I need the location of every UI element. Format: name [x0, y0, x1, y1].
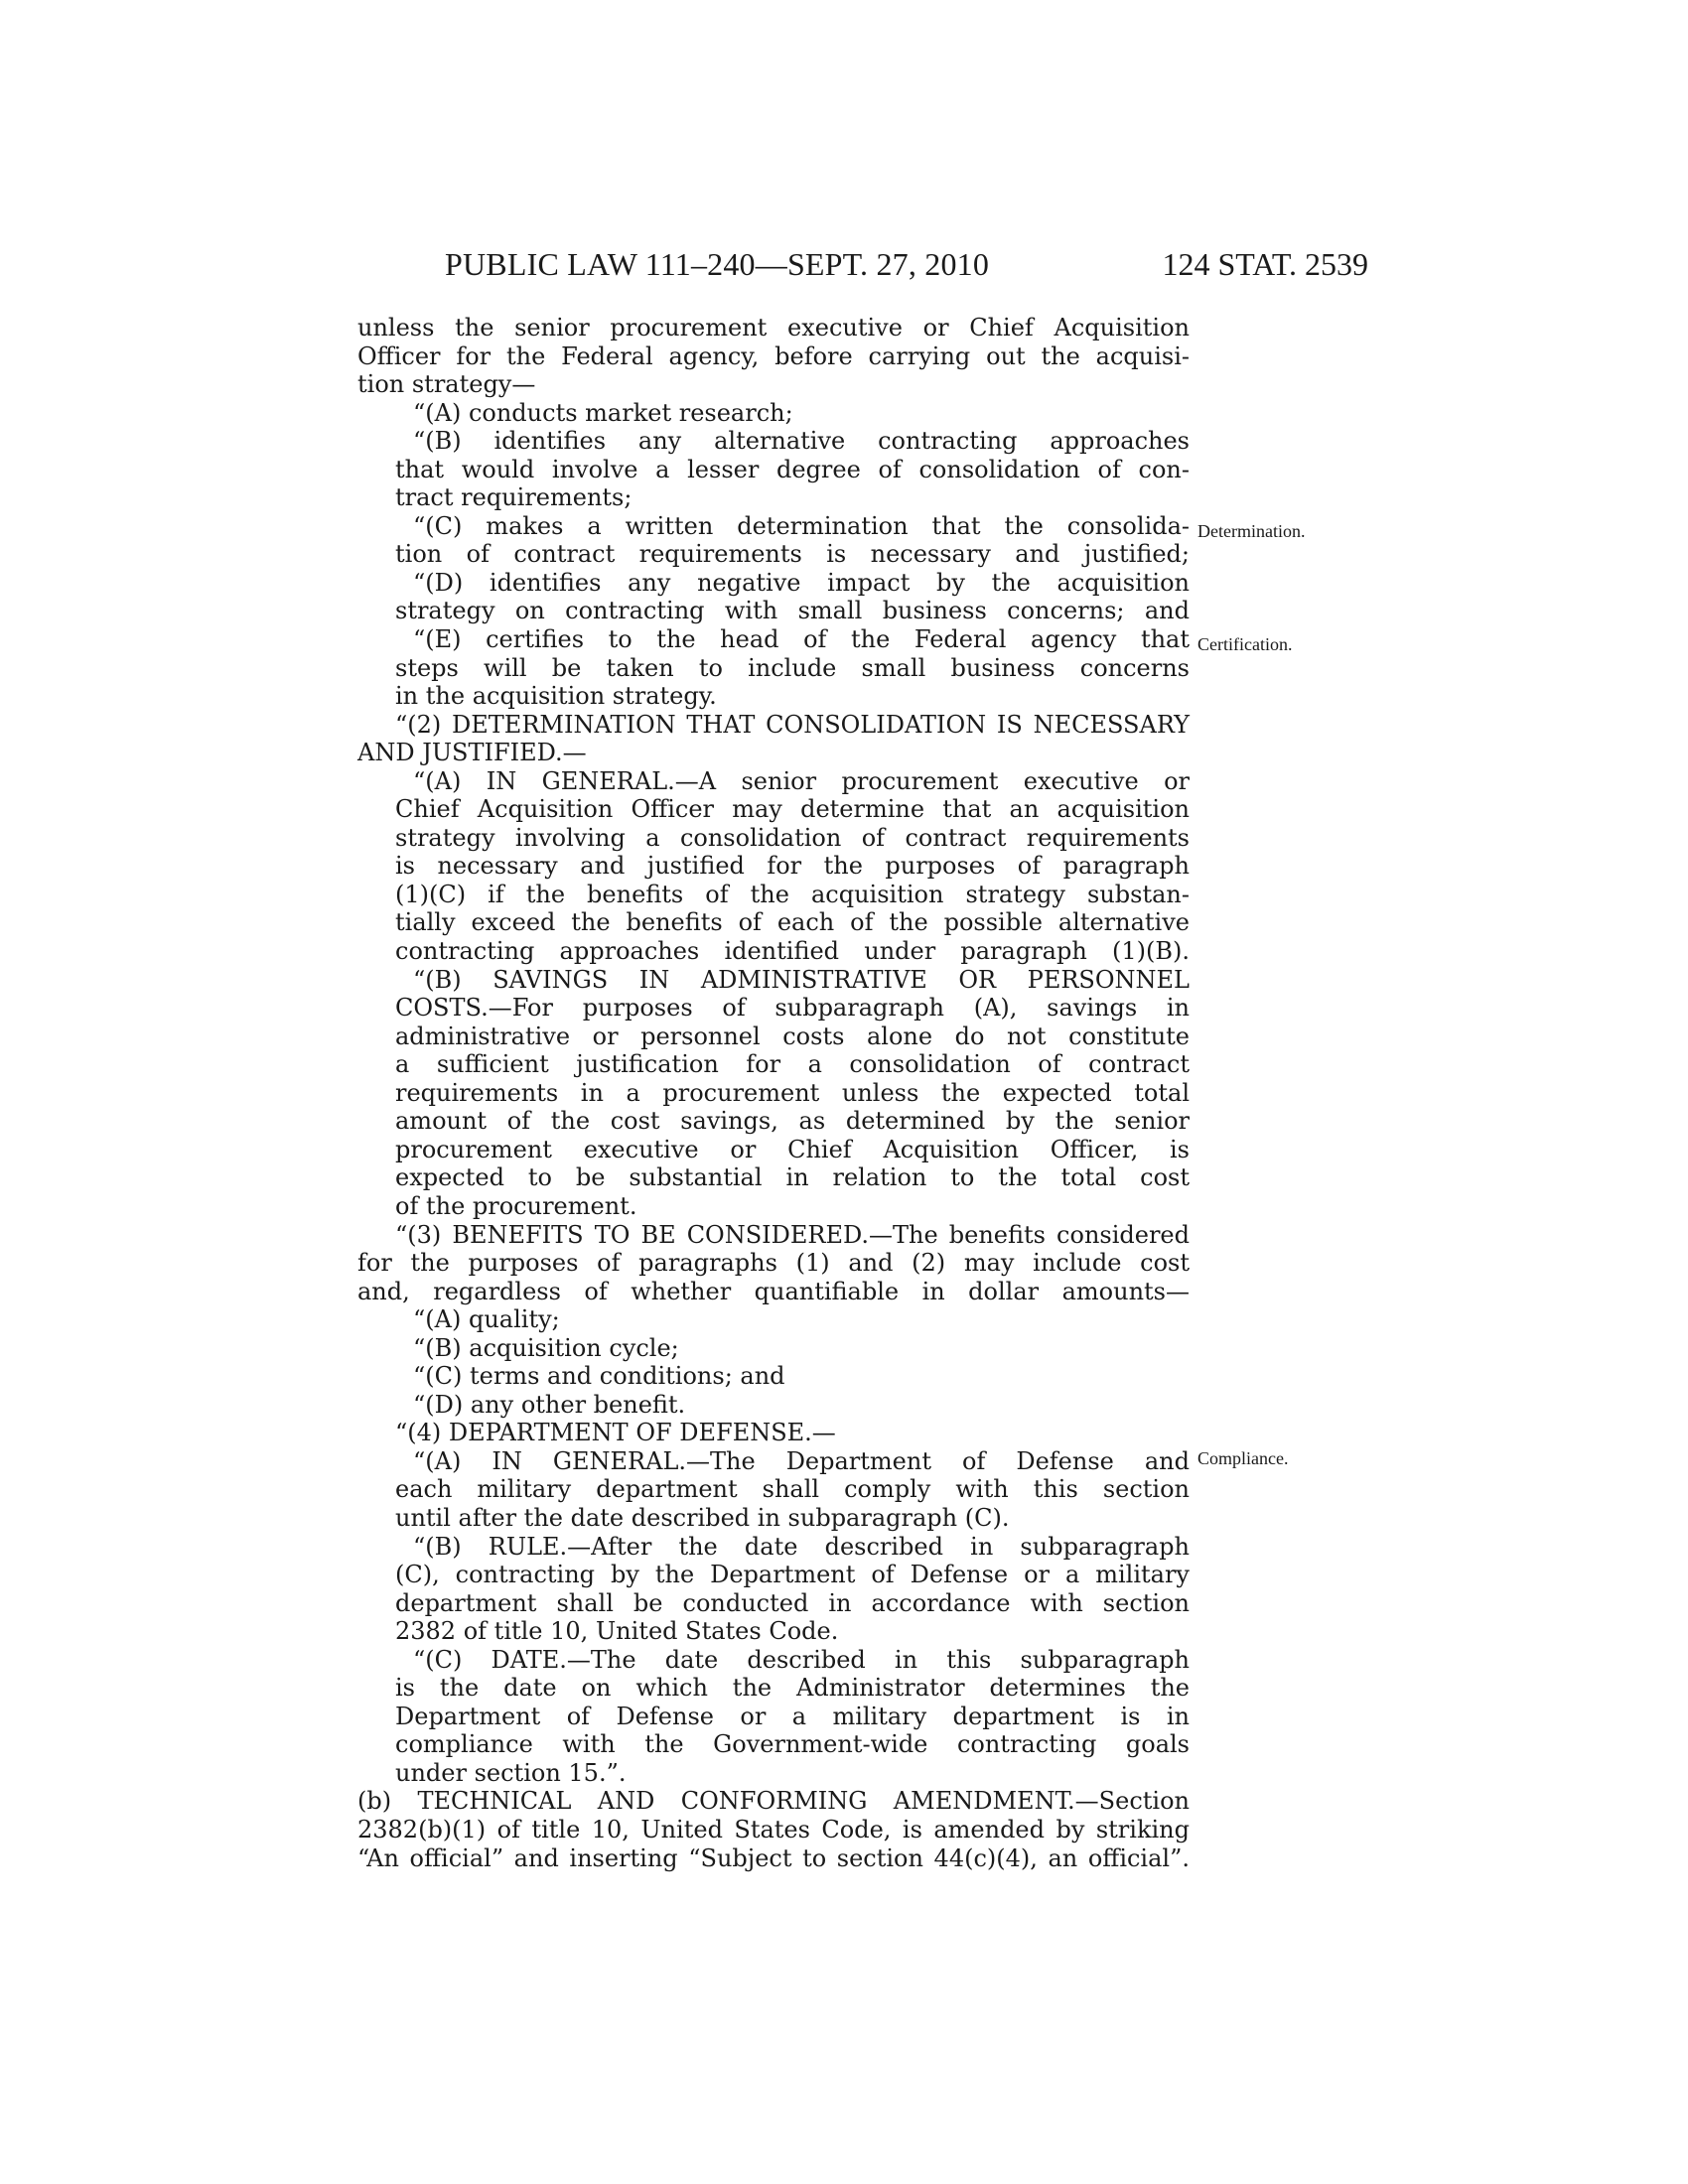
- text-line: (1)(C) if the benefits of the acquisition strategy substan-: [395, 880, 1190, 908]
- text-line: and, regardless of whether quantifiable in dollar amounts—: [357, 1277, 1190, 1305]
- text-line: “An official” and inserting “Subject to section 44(c)(4), an official”.: [357, 1843, 1190, 1872]
- text-line: unless the senior procurement executive or Chief Acquisition: [357, 314, 1190, 341]
- text-line: “(C) DATE.—The date described in this subparagraph: [413, 1645, 1190, 1674]
- text-line: “(A) conducts market research;: [413, 398, 793, 427]
- margin-note-certification: Certification.: [1197, 634, 1293, 654]
- text-line: “(E) certifies to the head of the Federal agency that: [413, 625, 1190, 654]
- paragraph-heading: “(2) DETERMINATION THAT CONSOLIDATION IS NECESSARY: [395, 710, 1190, 739]
- running-header: [445, 246, 1368, 286]
- text-line: “(C) makes a written determination that the consolida-: [413, 511, 1190, 540]
- margin-note-compliance: Compliance.: [1197, 1448, 1289, 1468]
- text-line: each military department shall comply with this section: [395, 1475, 1190, 1504]
- list-item: “(C) terms and conditions; and: [413, 1362, 785, 1391]
- subparagraph-heading: “(B) SAVINGS IN ADMINISTRATIVE OR PERSONNEL: [413, 965, 1190, 994]
- text-line: that would involve a lesser degree of consolidation of con-: [395, 455, 1190, 483]
- text-line: for the purposes of paragraphs (1) and (2) may include cost: [357, 1249, 1190, 1278]
- text-line: requirements in a procurement unless the expected total: [395, 1078, 1190, 1107]
- text-line: Chief Acquisition Officer may determine that an acquisition: [395, 795, 1190, 824]
- text-line: Officer for the Federal agency, before carrying out the acquisi-: [357, 341, 1190, 370]
- text-line: tract requirements;: [395, 483, 633, 512]
- text-line: is the date on which the Administrator determines the: [395, 1674, 1190, 1703]
- text-line: until after the date described in subparagraph (C).: [395, 1503, 1010, 1532]
- text-line: procurement executive or Chief Acquisition Officer, is: [395, 1135, 1190, 1163]
- list-item: “(D) any other benefit.: [413, 1390, 686, 1419]
- text-line: “(B) RULE.—After the date described in subparagraph: [413, 1532, 1190, 1561]
- text-line: amount of the cost savings, as determined by the senior: [395, 1107, 1190, 1136]
- text-line: compliance with the Government-wide contracting goals: [395, 1730, 1190, 1759]
- text-line: department shall be conducted in accordance with section: [395, 1588, 1190, 1617]
- text-line: COSTS.—For purposes of subparagraph (A), savings in: [395, 994, 1190, 1023]
- text-line: “(A) IN GENERAL.—A senior procurement executive or: [413, 766, 1190, 795]
- text-line: of the procurement.: [395, 1191, 637, 1220]
- text-line: is necessary and justified for the purposes of paragraph: [395, 852, 1190, 881]
- text-line: “(3) BENEFITS TO BE CONSIDERED.—The benefits considered: [395, 1220, 1190, 1249]
- paragraph-heading: “(4) DEPARTMENT OF DEFENSE.—: [395, 1419, 836, 1447]
- text-line: tially exceed the benefits of each of the possible alternative: [395, 908, 1190, 937]
- text-line: Department of Defense or a military department is in: [395, 1702, 1190, 1730]
- text-line: “(B) identifies any alternative contracting approaches: [413, 427, 1190, 456]
- text-line: strategy involving a consolidation of contract requirements: [395, 823, 1190, 852]
- text-line: strategy on contracting with small business concerns; and: [395, 597, 1190, 625]
- page-statute-number: 124 STAT. 2539: [1162, 246, 1368, 282]
- statute-body: [357, 314, 1190, 1872]
- list-item: “(A) quality;: [413, 1305, 560, 1334]
- paragraph-heading: AND JUSTIFIED.—: [357, 739, 587, 767]
- text-line: (C), contracting by the Department of Defense or a military: [395, 1561, 1190, 1589]
- text-line: “(A) IN GENERAL.—The Department of Defense and: [413, 1446, 1190, 1475]
- text-line: administrative or personnel costs alone do not constitute: [395, 1022, 1190, 1050]
- text-line: a sufficient justification for a consolidation of contract: [395, 1050, 1190, 1079]
- margin-note-determination: Determination.: [1197, 521, 1306, 541]
- text-line: “(D) identifies any negative impact by the acquisition: [413, 568, 1190, 597]
- text-line: tion of contract requirements is necessary and justified;: [395, 540, 1190, 569]
- text-line: 2382(b)(1) of title 10, United States Code, is amended by striking: [357, 1815, 1190, 1843]
- text-line: in the acquisition strategy.: [395, 682, 717, 711]
- text-line: steps will be taken to include small business concerns: [395, 653, 1190, 682]
- text-line: contracting approaches identified under paragraph (1)(B).: [395, 937, 1190, 966]
- text-line: (b) TECHNICAL AND CONFORMING AMENDMENT.—Section: [357, 1787, 1190, 1816]
- text-line: tion strategy—: [357, 370, 536, 399]
- text-line: under section 15.”.: [395, 1758, 627, 1787]
- running-header-title: PUBLIC LAW 111–240—SEPT. 27, 2010: [445, 246, 990, 282]
- text-line: 2382 of title 10, United States Code.: [395, 1617, 839, 1646]
- text-line: expected to be substantial in relation to the total cost: [395, 1163, 1190, 1192]
- list-item: “(B) acquisition cycle;: [413, 1333, 679, 1362]
